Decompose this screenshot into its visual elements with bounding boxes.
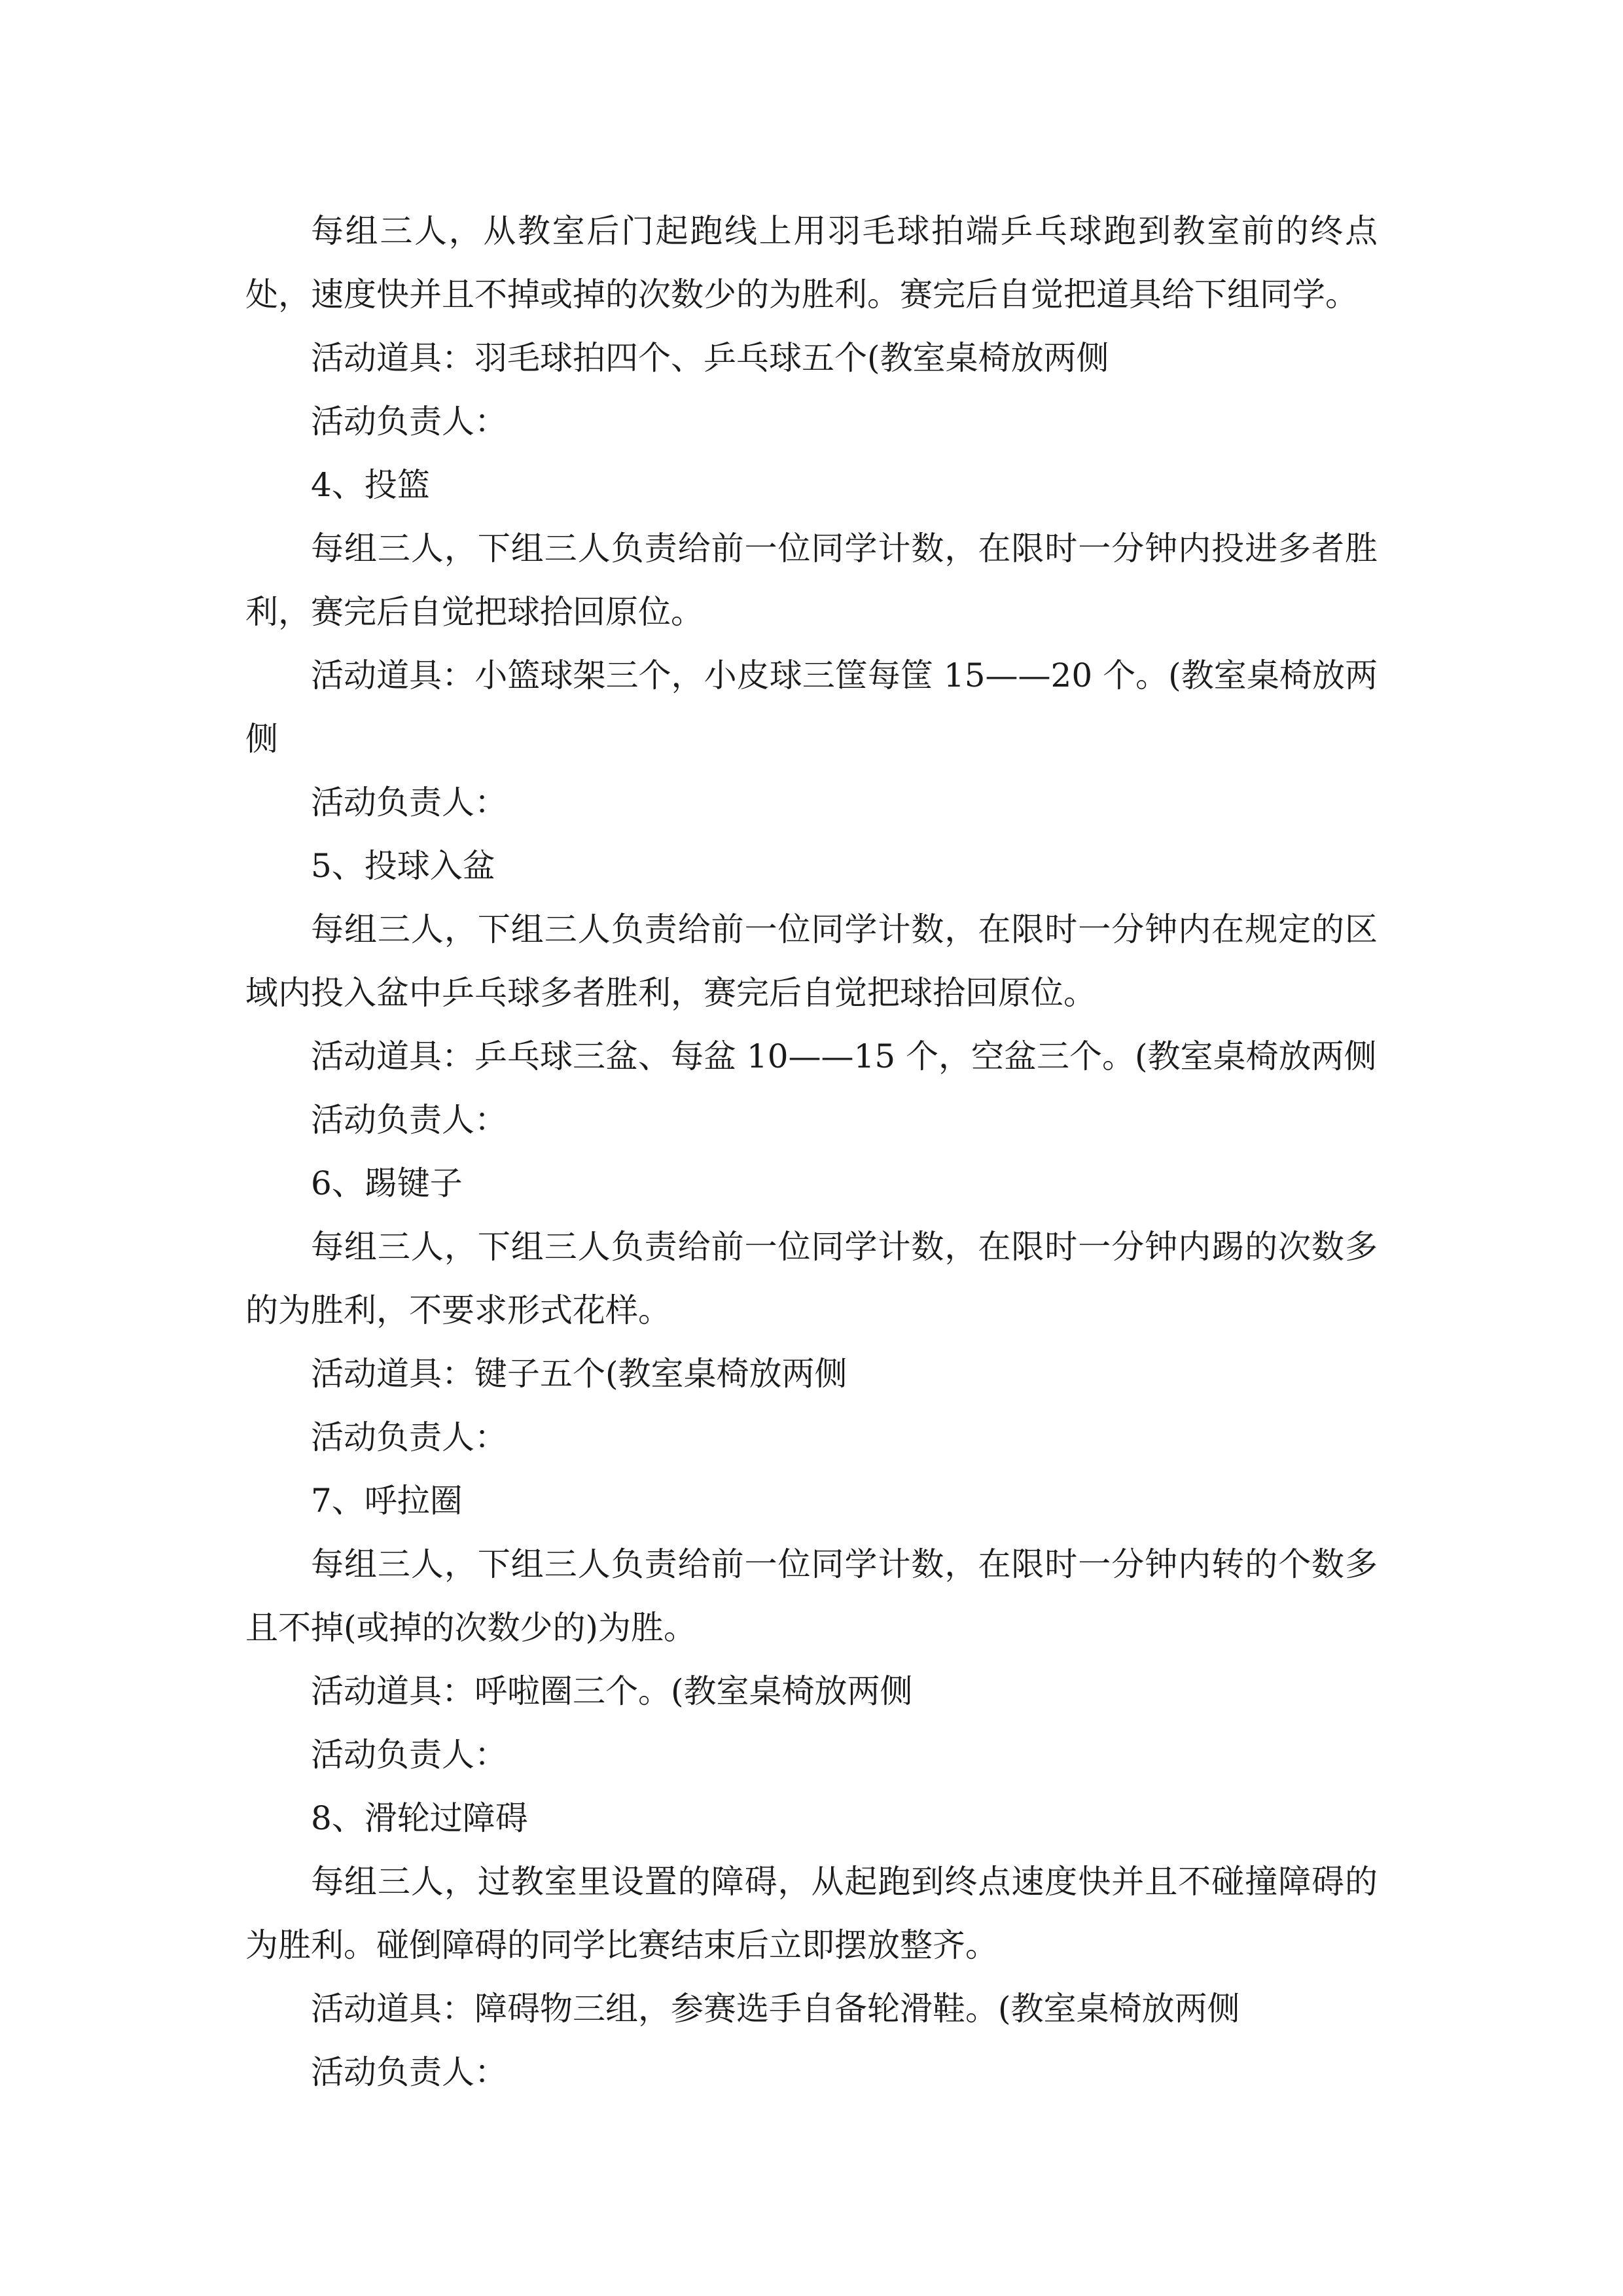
paragraph-ball-toss-rules: 每组三人，下组三人负责给前一位同学计数，在限时一分钟内在规定的区域内投入盆中乒乓球多者胜利，赛完后自觉把球拾回原位。 xyxy=(245,910,1378,1012)
paragraph-skating-owner: 活动负责人： xyxy=(311,2053,507,2091)
heading-basketball: 4、投篮 xyxy=(311,466,430,504)
document-body xyxy=(245,200,1378,2104)
paragraph-hula-hoop-owner: 活动负责人： xyxy=(311,1736,507,1774)
paragraph-shuttlecock-props: 活动道具：键子五个(教室桌椅放两侧 xyxy=(311,1355,847,1393)
paragraph-shuttlecock-rules: 每组三人，下组三人负责给前一位同学计数，在限时一分钟内踢的次数多的为胜利，不要求形式花样。 xyxy=(245,1228,1378,1329)
paragraph-basketball-props: 活动道具：小篮球架三个，小皮球三筐每筐 15——20 个。(教室桌椅放两侧 xyxy=(245,656,1378,758)
paragraph-hula-hoop-rules: 每组三人，下组三人负责给前一位同学计数，在限时一分钟内转的个数多且不掉(或掉的次数少的)为胜。 xyxy=(245,1545,1378,1647)
heading-ball-toss: 5、投球入盆 xyxy=(311,847,495,885)
paragraph-basketball-owner: 活动负责人： xyxy=(311,783,507,821)
paragraph-ball-toss-props: 活动道具：乒乓球三盆、每盆 10——15 个，空盆三个。(教室桌椅放两侧 xyxy=(311,1037,1377,1075)
paragraph-race-owner: 活动负责人： xyxy=(311,403,507,440)
paragraph-shuttlecock-owner: 活动负责人： xyxy=(311,1418,507,1456)
heading-skating: 8、滑轮过障碍 xyxy=(311,1799,528,1837)
paragraph-race-rules: 每组三人，从教室后门起跑线上用羽毛球拍端乒乓球跑到教室前的终点处，速度快并且不掉或掉的次数少的为胜利。赛完后自觉把道具给下组同学。 xyxy=(245,212,1378,314)
paragraph-race-props: 活动道具：羽毛球拍四个、乒乓球五个(教室桌椅放两侧 xyxy=(311,339,1109,377)
paragraph-skating-props: 活动道具：障碍物三组，参赛选手自备轮滑鞋。(教室桌椅放两侧 xyxy=(311,1990,1240,2028)
paragraph-hula-hoop-props: 活动道具：呼啦圈三个。(教室桌椅放两侧 xyxy=(311,1672,913,1710)
heading-hula-hoop: 7、呼拉圈 xyxy=(311,1482,463,1520)
heading-shuttlecock: 6、踢键子 xyxy=(311,1164,463,1202)
paragraph-ball-toss-owner: 活动负责人： xyxy=(311,1101,507,1139)
paragraph-skating-rules: 每组三人，过教室里设置的障碍，从起跑到终点速度快并且不碰撞障碍的为胜利。碰倒障碍的同学比赛结束后立即摆放整齐。 xyxy=(245,1863,1378,1964)
paragraph-basketball-rules: 每组三人，下组三人负责给前一位同学计数，在限时一分钟内投进多者胜利，赛完后自觉把球拾回原位。 xyxy=(245,529,1378,631)
